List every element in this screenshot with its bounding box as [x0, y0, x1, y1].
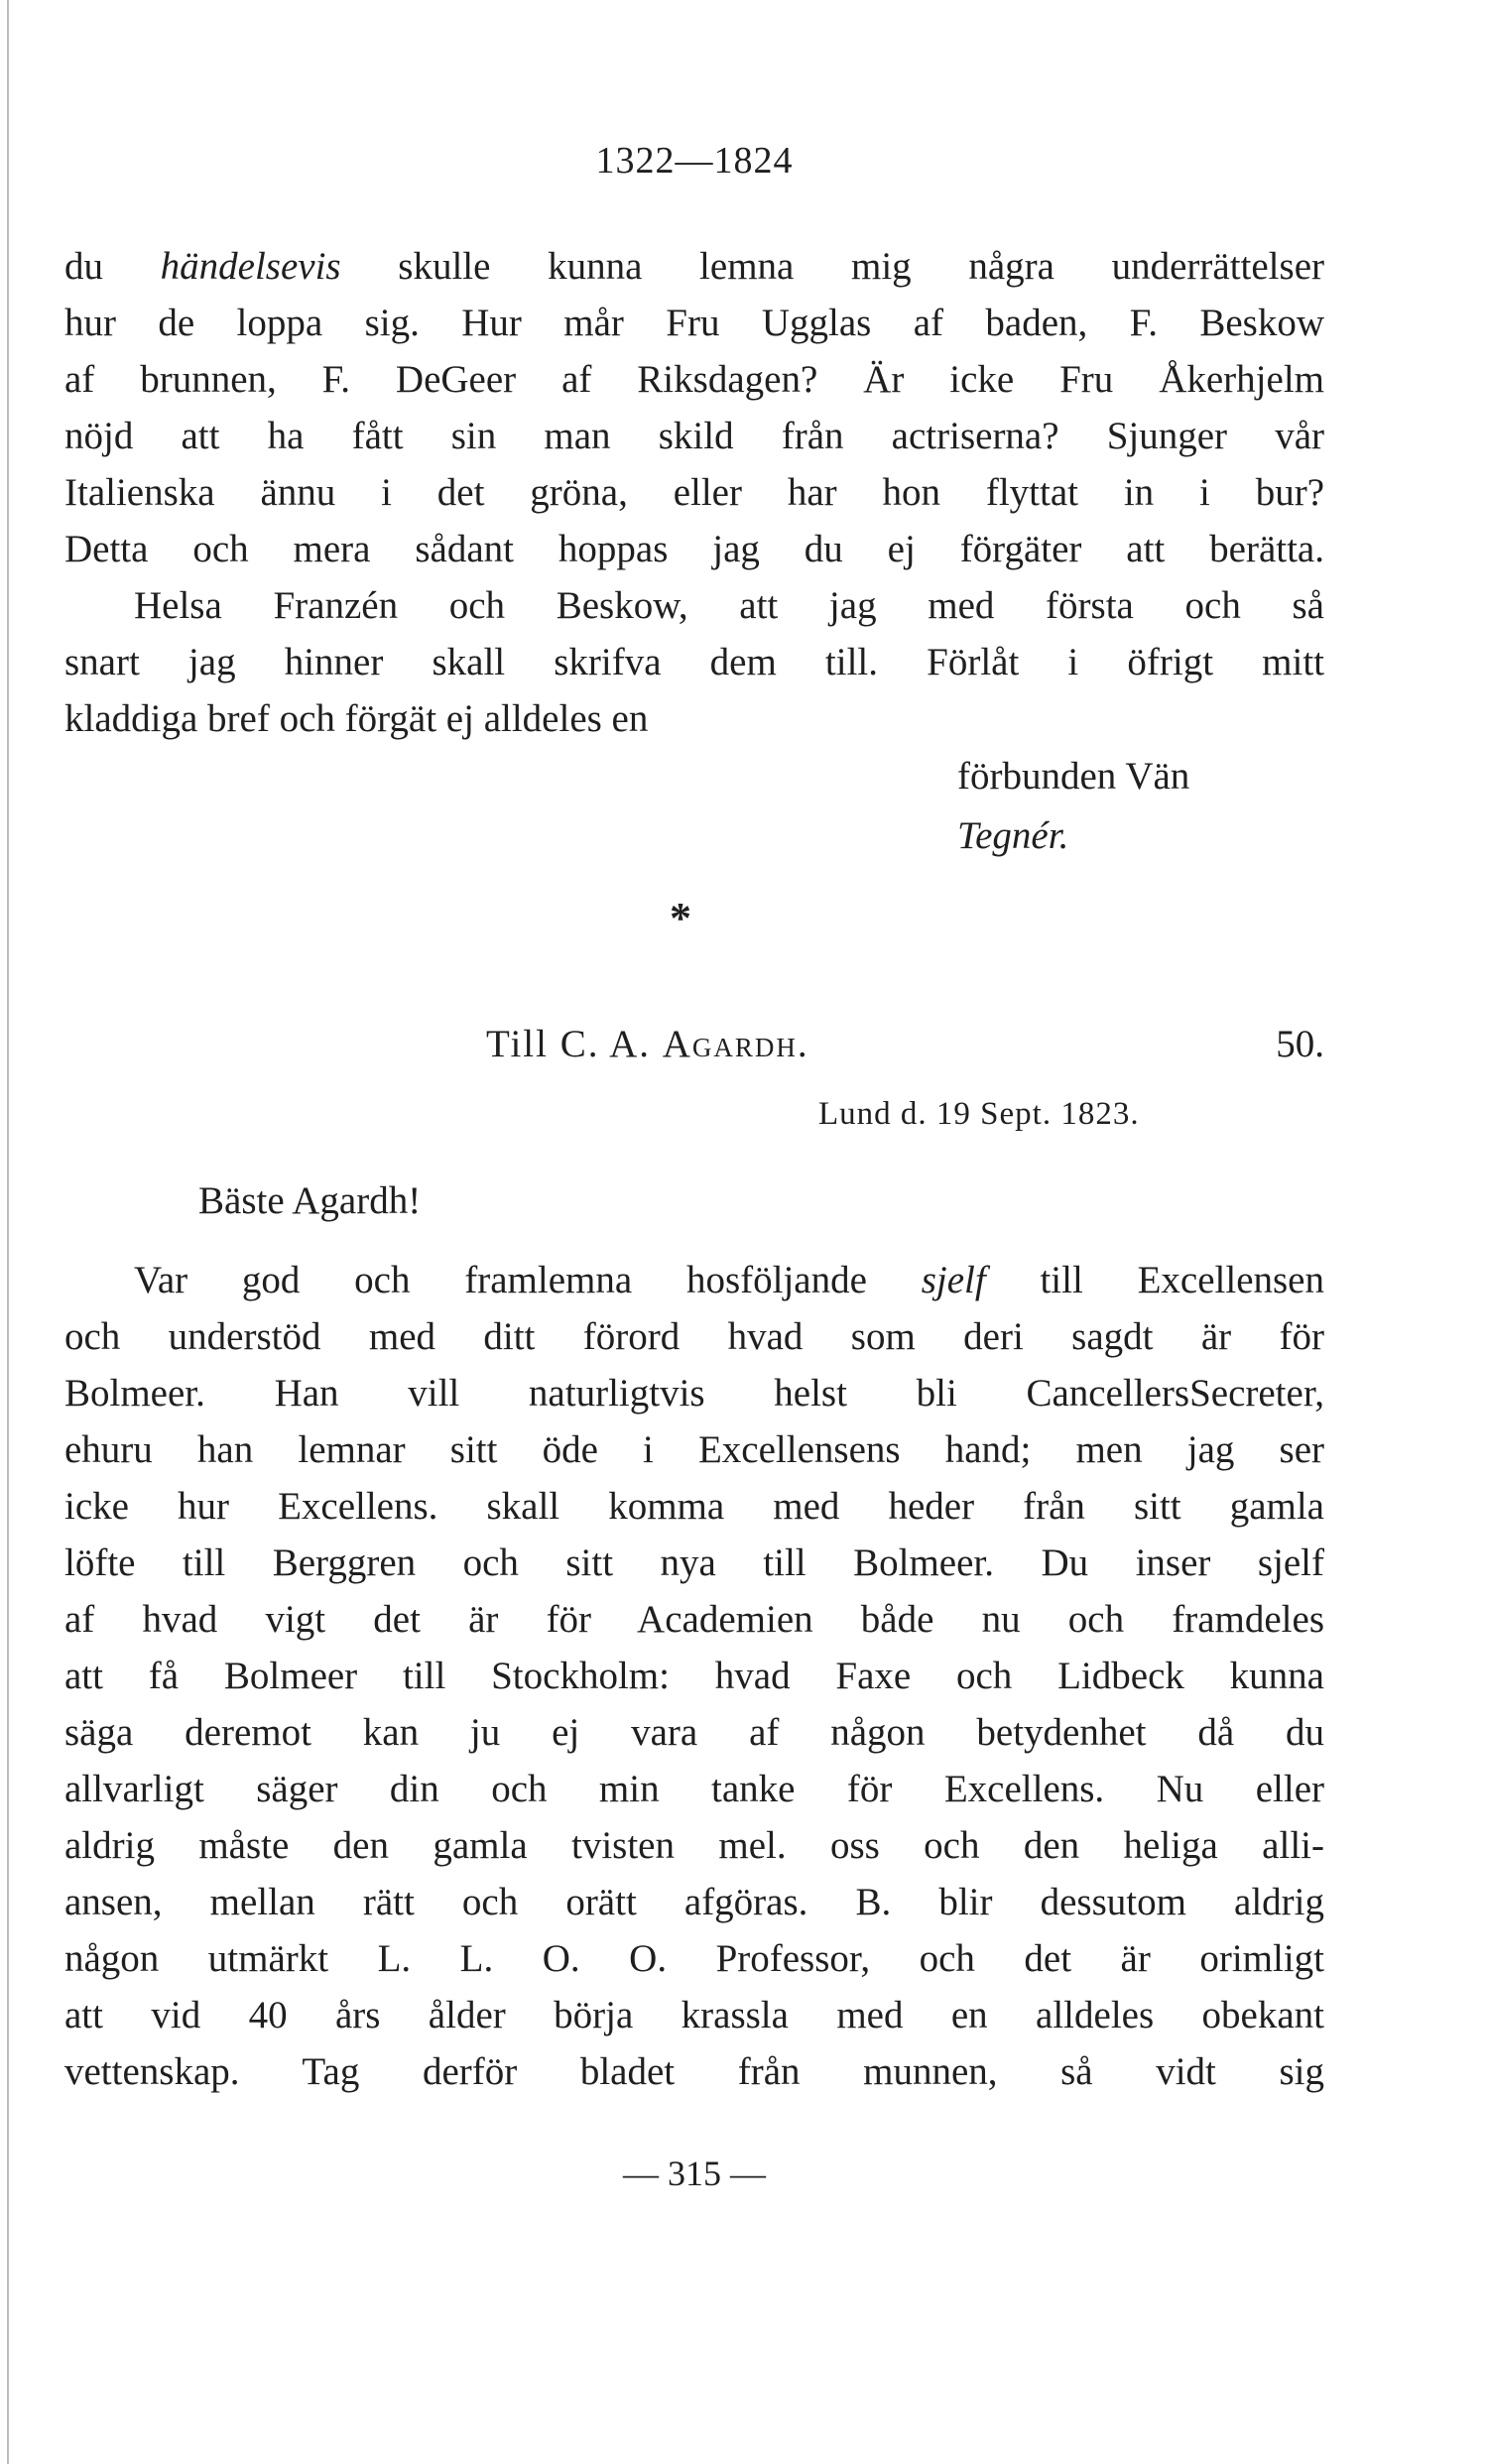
- section-separator-asterisk: *: [670, 894, 691, 942]
- text-line: löfte till Berggren och sitt nya till Bolmeer. Du inser sjelf: [64, 1541, 1324, 1584]
- page-number: — 315 —: [623, 2154, 766, 2193]
- text-line: Italienska ännu i det gröna, eller har hon flyttat in i bur?: [64, 471, 1324, 514]
- text-line: och understöd med ditt förord hvad som deri sagdt är för: [64, 1315, 1324, 1358]
- text-line: aldrig måste den gamla tvisten mel. oss och den heliga alli-: [64, 1824, 1324, 1867]
- letter-2-text: [64, 1252, 1324, 2100]
- text-line: Detta och mera sådant hoppas jag du ej förgäter att berätta.: [64, 528, 1324, 570]
- text-line: ansen, mellan rätt och orätt afgöras. B. blir dessutom aldrig: [64, 1881, 1324, 1923]
- text-line: af hvad vigt det är för Academien både nu och framdeles: [64, 1598, 1324, 1641]
- text-line: icke hur Excellens. skall komma med heder från sitt gamla: [64, 1485, 1324, 1528]
- italic-word: händelsevis: [160, 245, 341, 288]
- letter-closing: förbunden Vän: [957, 755, 1190, 798]
- letter-signature: Tegnér.: [957, 814, 1069, 857]
- text-line: att vid 40 års ålder börja krassla med en alldeles obekant: [64, 1994, 1324, 2036]
- text-line: Bolmeer. Han vill naturligtvis helst bli CancellersSecreter,: [64, 1372, 1324, 1415]
- recipient-name: Agardh.: [662, 1023, 809, 1065]
- letter-1-text: [64, 238, 1324, 747]
- letter-salutation: Bäste Agardh!: [198, 1179, 422, 1222]
- text-line: säga deremot kan ju ej vara af någon betydenhet då du: [64, 1711, 1324, 1754]
- text-line: kladdiga bref och förgät ej alldeles en: [64, 697, 649, 740]
- letter-number: 50.: [1276, 1023, 1324, 1065]
- letter-place-date: Lund d. 19 Sept. 1823.: [818, 1096, 1140, 1132]
- text-line: Helsa Franzén och Beskow, att jag med första och så: [134, 584, 1324, 627]
- text-line: du händelsevis skulle kunna lemna mig några underrättelser: [64, 245, 1324, 288]
- text-line: allvarligt säger din och min tanke för Excellens. Nu eller: [64, 1768, 1324, 1810]
- text-line: någon utmärkt L. L. O. O. Professor, och det är orimligt: [64, 1937, 1324, 1980]
- text-line: af brunnen, F. DeGeer af Riksdagen? Är icke Fru Åkerhjelm: [64, 358, 1324, 401]
- text-line: hur de loppa sig. Hur mår Fru Ugglas af baden, F. Beskow: [64, 302, 1324, 344]
- text-line: nöjd att ha fått sin man skild från actriserna? Sjunger vår: [64, 415, 1324, 457]
- book-page: [64, 0, 1324, 2464]
- letter-heading: Till C. A. Agardh.: [486, 1023, 809, 1065]
- text-line: ehuru han lemnar sitt öde i Excellensens hand; men jag ser: [64, 1428, 1324, 1471]
- running-head: 1322—1824: [595, 140, 794, 182]
- italic-word: sjelf: [921, 1259, 986, 1301]
- text-line: Var god och framlemna hosföljande sjelf till Excellensen: [134, 1259, 1324, 1301]
- text-line: att få Bolmeer till Stockholm: hvad Faxe och Lidbeck kunna: [64, 1655, 1324, 1697]
- page-edge-rule: [7, 0, 9, 2464]
- text-line: vettenskap. Tag derför bladet från munnen, så vidt sig: [64, 2050, 1324, 2093]
- text-line: snart jag hinner skall skrifva dem till. Förlåt i öfrigt mitt: [64, 641, 1324, 683]
